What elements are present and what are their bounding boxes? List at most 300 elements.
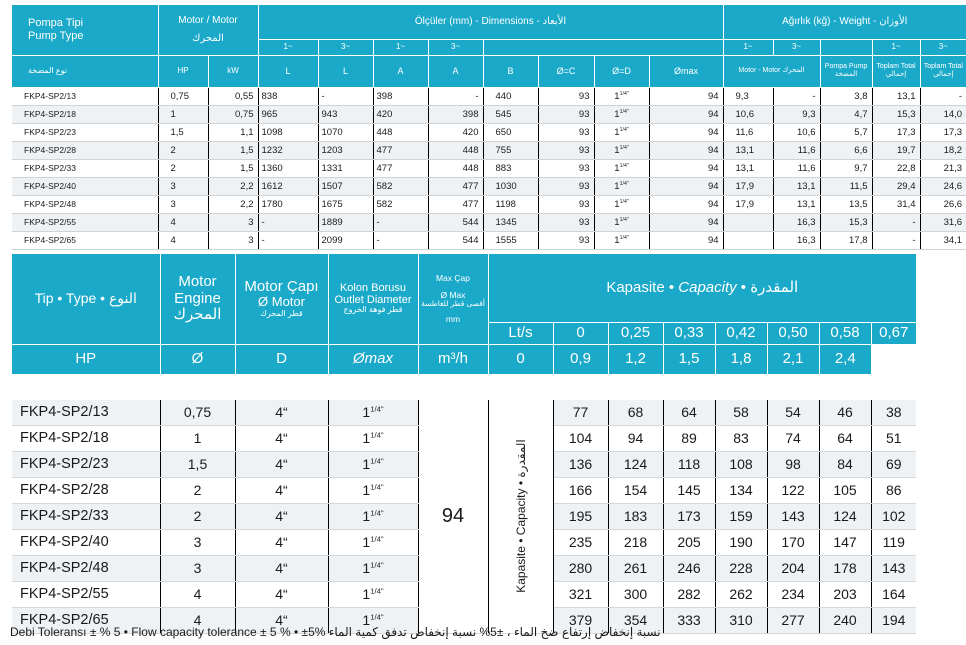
table-cell: 3 bbox=[158, 177, 208, 195]
head-value: 218 bbox=[608, 529, 663, 555]
head-value: 379 bbox=[553, 607, 608, 633]
table-row bbox=[12, 231, 966, 249]
weight-col-header: Motor - Motor المحرك bbox=[723, 55, 820, 87]
table-cell: - bbox=[258, 213, 318, 231]
table-cell: 11,6 bbox=[773, 159, 820, 177]
head-value: 310 bbox=[715, 607, 767, 633]
head-value: 89 bbox=[663, 425, 715, 451]
table-cell: $1^{1/4"}$ bbox=[594, 213, 649, 231]
motor-diameter: 4“ bbox=[235, 451, 328, 477]
dimension-col-header: Ø=D bbox=[594, 55, 649, 87]
head-value: 122 bbox=[767, 477, 819, 503]
table-cell: 93 bbox=[538, 159, 594, 177]
weight-header: Ağırlık (kğ) - Weight - الأوزان bbox=[723, 5, 966, 39]
flow-lts-value: 0,58 bbox=[819, 322, 871, 344]
outlet-unit-d: D bbox=[235, 344, 328, 374]
weight-phase: 1~ bbox=[872, 39, 920, 55]
dimension-col-header: A bbox=[428, 55, 483, 87]
table-cell: 650 bbox=[483, 123, 538, 141]
table-cell: 3 bbox=[208, 231, 258, 249]
table-cell: 582 bbox=[373, 177, 428, 195]
flow-m3h-value: 1,5 bbox=[663, 344, 715, 374]
head-value: 333 bbox=[663, 607, 715, 633]
flow-lts-value: 0 bbox=[553, 322, 608, 344]
pump-model: FKP4-SP2/48 bbox=[12, 195, 158, 213]
table-cell: 1030 bbox=[483, 177, 538, 195]
table-cell: 22,8 bbox=[872, 159, 920, 177]
table-cell: $1^{1/4"}$ bbox=[594, 177, 649, 195]
tolerance-footnote: Debi Toleransı ± % 5 • Flow capacity tolerance ± 5 % • ±5% نسبة إنخفاض إرتفاع ضخ الماء ، ±5% نسبة إنخفاض تدفق كمية الماء bbox=[10, 625, 661, 639]
pump-model: FKP4-SP2/13 bbox=[12, 87, 158, 105]
table-cell: 13,5 bbox=[820, 195, 872, 213]
head-value: 104 bbox=[553, 425, 608, 451]
outlet-diameter: $1^{1/4"}$ bbox=[328, 503, 418, 529]
table-cell: 4 bbox=[158, 231, 208, 249]
table-row bbox=[12, 123, 966, 141]
table-cell bbox=[723, 213, 773, 231]
table-row bbox=[12, 105, 966, 123]
table-cell: 31,4 bbox=[872, 195, 920, 213]
outlet-diameter: $1^{1/4"}$ bbox=[328, 581, 418, 607]
table-cell: 1345 bbox=[483, 213, 538, 231]
table-cell: 93 bbox=[538, 105, 594, 123]
table-cell: 93 bbox=[538, 123, 594, 141]
flow-lts-value: 0,33 bbox=[663, 322, 715, 344]
weight-phase: 3~ bbox=[920, 39, 966, 55]
table-cell: 582 bbox=[373, 195, 428, 213]
table-cell: 477 bbox=[428, 177, 483, 195]
head-value: 64 bbox=[663, 400, 715, 426]
table-cell: 29,4 bbox=[872, 177, 920, 195]
table-cell: 16,3 bbox=[773, 231, 820, 249]
outlet-diameter: $1^{1/4"}$ bbox=[328, 555, 418, 581]
pump-model: FKP4-SP2/65 bbox=[12, 231, 158, 249]
table-cell: 94 bbox=[649, 87, 723, 105]
table-cell: 420 bbox=[428, 123, 483, 141]
table-cell: 93 bbox=[538, 177, 594, 195]
table-cell: 1 bbox=[158, 105, 208, 123]
pump-type-arabic: نوع المضخة bbox=[12, 55, 158, 87]
table-cell: 10,6 bbox=[773, 123, 820, 141]
head-value: 69 bbox=[871, 451, 916, 477]
flow-m3h-value: 0 bbox=[488, 344, 553, 374]
pump-model: FKP4-SP2/28 bbox=[12, 477, 160, 503]
table-cell: 9,7 bbox=[820, 159, 872, 177]
table-cell: 477 bbox=[373, 159, 428, 177]
table-cell: 19,7 bbox=[872, 141, 920, 159]
max-diameter-header: Max Çap Ø Max أقصى قطر للغاطسة mm bbox=[418, 254, 488, 344]
table-cell: 2,2 bbox=[208, 195, 258, 213]
table-cell: 94 bbox=[649, 141, 723, 159]
head-value: 173 bbox=[663, 503, 715, 529]
dimension-col-header: L bbox=[318, 55, 373, 87]
head-value: 38 bbox=[871, 400, 916, 426]
motor-diameter: 4“ bbox=[235, 607, 328, 633]
dim-phase: 3~ bbox=[318, 39, 373, 55]
table-cell: 93 bbox=[538, 195, 594, 213]
pump-type-header: Pompa Tipi Pump Type bbox=[12, 5, 158, 55]
dimensions-header: Ölçüler (mm) - Dimensions - الأبعاد bbox=[258, 5, 723, 39]
head-value: 83 bbox=[715, 425, 767, 451]
dimension-col-header: B bbox=[483, 55, 538, 87]
table-row bbox=[12, 87, 966, 105]
table-cell: 1232 bbox=[258, 141, 318, 159]
head-value: 204 bbox=[767, 555, 819, 581]
table-cell: 94 bbox=[649, 213, 723, 231]
capacity-table bbox=[12, 254, 916, 634]
table-cell: 94 bbox=[649, 231, 723, 249]
table-cell: 13,1 bbox=[723, 141, 773, 159]
pump-model: FKP4-SP2/18 bbox=[12, 425, 160, 451]
head-value: 143 bbox=[767, 503, 819, 529]
outlet-diameter: $1^{1/4"}$ bbox=[328, 607, 418, 633]
table-cell: 398 bbox=[428, 105, 483, 123]
table-cell: 26,6 bbox=[920, 195, 966, 213]
head-value: 51 bbox=[871, 425, 916, 451]
max-unit: Ømax bbox=[328, 344, 418, 374]
table-cell: 16,3 bbox=[773, 213, 820, 231]
motor-hp: 2 bbox=[160, 503, 235, 529]
table-cell: 965 bbox=[258, 105, 318, 123]
head-value: 147 bbox=[819, 529, 871, 555]
outlet-diameter-header: Kolon Borusu Outlet Diameter قطر فوهة الخروج bbox=[328, 254, 418, 344]
max-diameter-value: 94 bbox=[418, 400, 488, 634]
motor-hp: 3 bbox=[160, 529, 235, 555]
head-value: 166 bbox=[553, 477, 608, 503]
motor-unit: HP bbox=[158, 55, 208, 87]
dim-phase-blank bbox=[483, 39, 723, 55]
head-value: 178 bbox=[819, 555, 871, 581]
head-value: 46 bbox=[819, 400, 871, 426]
table-cell: 11,6 bbox=[773, 141, 820, 159]
motor-hp: 3 bbox=[160, 555, 235, 581]
table-cell: 17,3 bbox=[920, 123, 966, 141]
head-value: 159 bbox=[715, 503, 767, 529]
table-cell: 93 bbox=[538, 141, 594, 159]
weight-col-header: Pompa Pump المضخة bbox=[820, 55, 872, 87]
head-value: 261 bbox=[608, 555, 663, 581]
head-value: 102 bbox=[871, 503, 916, 529]
head-value: 183 bbox=[608, 503, 663, 529]
table-cell: 21,3 bbox=[920, 159, 966, 177]
table-row bbox=[12, 195, 966, 213]
table-cell: 17,3 bbox=[872, 123, 920, 141]
table-cell: 448 bbox=[428, 159, 483, 177]
motor-unit: kW bbox=[208, 55, 258, 87]
table-cell: 11,6 bbox=[723, 123, 773, 141]
flow-m3h-value: 1,2 bbox=[608, 344, 663, 374]
table-cell: 838 bbox=[258, 87, 318, 105]
table-cell: 15,3 bbox=[820, 213, 872, 231]
motor-diameter: 4“ bbox=[235, 581, 328, 607]
table-cell: 93 bbox=[538, 87, 594, 105]
weight-phase: 3~ bbox=[773, 39, 820, 55]
table-cell: 4 bbox=[158, 213, 208, 231]
motor-diameter: 4“ bbox=[235, 425, 328, 451]
motor-hp: 0,75 bbox=[160, 400, 235, 426]
head-value: 108 bbox=[715, 451, 767, 477]
table-cell: 93 bbox=[538, 231, 594, 249]
table-cell: 15,3 bbox=[872, 105, 920, 123]
motor-header: Motor / Motor المحرك bbox=[158, 5, 258, 55]
motor-hp: 1 bbox=[160, 425, 235, 451]
table-cell: - bbox=[373, 231, 428, 249]
motor-hp: 4 bbox=[160, 607, 235, 633]
head-value: 240 bbox=[819, 607, 871, 633]
head-value: 143 bbox=[871, 555, 916, 581]
table-row bbox=[12, 177, 966, 195]
weight-col-header: Toplam Total إجمالي bbox=[920, 55, 966, 87]
table-cell: 1331 bbox=[318, 159, 373, 177]
outlet-diameter: $1^{1/4"}$ bbox=[328, 529, 418, 555]
table-cell: 6,6 bbox=[820, 141, 872, 159]
flow-m3h-value: 1,8 bbox=[715, 344, 767, 374]
dim-phase: 1~ bbox=[258, 39, 318, 55]
table-cell: 1,5 bbox=[208, 159, 258, 177]
head-value: 164 bbox=[871, 581, 916, 607]
table-cell: 2099 bbox=[318, 231, 373, 249]
type-header: Tip • Type • النوع bbox=[12, 254, 160, 344]
weight-col-header: Toplam Total إجمالي bbox=[872, 55, 920, 87]
pump-model: FKP4-SP2/28 bbox=[12, 141, 158, 159]
weight-phase: 1~ bbox=[723, 39, 773, 55]
dimension-col-header: Ø=C bbox=[538, 55, 594, 87]
table-row bbox=[12, 213, 966, 231]
table-cell: - bbox=[872, 213, 920, 231]
table-cell: 755 bbox=[483, 141, 538, 159]
pump-model: FKP4-SP2/23 bbox=[12, 123, 158, 141]
table-cell: 1070 bbox=[318, 123, 373, 141]
outlet-diameter: $1^{1/4"}$ bbox=[328, 400, 418, 426]
table-cell: $1^{1/4"}$ bbox=[594, 231, 649, 249]
head-value: 94 bbox=[608, 425, 663, 451]
motor-diameter: 4“ bbox=[235, 400, 328, 426]
head-value: 228 bbox=[715, 555, 767, 581]
head-value: 277 bbox=[767, 607, 819, 633]
table-cell: 0,55 bbox=[208, 87, 258, 105]
table-cell: 13,1 bbox=[723, 159, 773, 177]
motor-hp: 2 bbox=[160, 477, 235, 503]
head-value: 134 bbox=[715, 477, 767, 503]
head-value: 280 bbox=[553, 555, 608, 581]
dim-phase: 1~ bbox=[373, 39, 428, 55]
pump-model: FKP4-SP2/13 bbox=[12, 400, 160, 426]
head-value: 354 bbox=[608, 607, 663, 633]
table-cell: 1889 bbox=[318, 213, 373, 231]
table-cell: 0,75 bbox=[158, 87, 208, 105]
table-cell: - bbox=[373, 213, 428, 231]
motor-hp: 4 bbox=[160, 581, 235, 607]
table-cell: 94 bbox=[649, 159, 723, 177]
table-cell: 1,1 bbox=[208, 123, 258, 141]
m3h-label: m³/h bbox=[418, 344, 488, 374]
head-value: 84 bbox=[819, 451, 871, 477]
hp-unit: HP bbox=[12, 344, 160, 374]
head-value: 68 bbox=[608, 400, 663, 426]
head-value: 234 bbox=[767, 581, 819, 607]
head-value: 205 bbox=[663, 529, 715, 555]
pump-model: FKP4-SP2/33 bbox=[12, 503, 160, 529]
table-cell: 3 bbox=[158, 195, 208, 213]
motor-diameter: 4“ bbox=[235, 555, 328, 581]
table-cell: 13,1 bbox=[773, 195, 820, 213]
table-cell: 1360 bbox=[258, 159, 318, 177]
flow-lts-value: 0,25 bbox=[608, 322, 663, 344]
pump-model: FKP4-SP2/40 bbox=[12, 529, 160, 555]
table-cell: 9,3 bbox=[773, 105, 820, 123]
table-cell: 544 bbox=[428, 231, 483, 249]
table-cell: 545 bbox=[483, 105, 538, 123]
head-value: 77 bbox=[553, 400, 608, 426]
table-cell: - bbox=[872, 231, 920, 249]
table-cell: 1198 bbox=[483, 195, 538, 213]
table-cell: 1,5 bbox=[208, 141, 258, 159]
outlet-diameter: $1^{1/4"}$ bbox=[328, 477, 418, 503]
motor-diameter: 4“ bbox=[235, 503, 328, 529]
pump-model: FKP4-SP2/40 bbox=[12, 177, 158, 195]
motor-diameter-header: Motor Çapı Ø Motor قطر المحرك bbox=[235, 254, 328, 344]
table-cell: 94 bbox=[649, 123, 723, 141]
motor-hp: 1,5 bbox=[160, 451, 235, 477]
head-value: 235 bbox=[553, 529, 608, 555]
head-value: 124 bbox=[608, 451, 663, 477]
table-row bbox=[12, 400, 916, 426]
capacity-vertical-label bbox=[488, 400, 553, 634]
pump-model: FKP4-SP2/65 bbox=[12, 607, 160, 633]
table-cell: $1^{1/4"}$ bbox=[594, 141, 649, 159]
head-value: 98 bbox=[767, 451, 819, 477]
table-cell: $1^{1/4"}$ bbox=[594, 195, 649, 213]
table-cell: 94 bbox=[649, 105, 723, 123]
head-value: 195 bbox=[553, 503, 608, 529]
table-cell: 477 bbox=[428, 195, 483, 213]
table-cell: 24,6 bbox=[920, 177, 966, 195]
head-value: 321 bbox=[553, 581, 608, 607]
table-cell: 93 bbox=[538, 213, 594, 231]
table-cell: $1^{1/4"}$ bbox=[594, 87, 649, 105]
table-cell: 943 bbox=[318, 105, 373, 123]
table-cell: 17,8 bbox=[820, 231, 872, 249]
table-cell: 3,8 bbox=[820, 87, 872, 105]
table-cell: 2 bbox=[158, 159, 208, 177]
dimension-col-header: A bbox=[373, 55, 428, 87]
head-value: 262 bbox=[715, 581, 767, 607]
table-cell: 10,6 bbox=[723, 105, 773, 123]
table-cell: 9,3 bbox=[723, 87, 773, 105]
capacity-vertical-text: Kapasite • Capacity • المقدرة bbox=[513, 439, 528, 593]
head-value: 58 bbox=[715, 400, 767, 426]
pump-model: FKP4-SP2/33 bbox=[12, 159, 158, 177]
dimension-col-header: Ømax bbox=[649, 55, 723, 87]
table-cell: 420 bbox=[373, 105, 428, 123]
flow-lts-value: 0,50 bbox=[767, 322, 819, 344]
motor-unit-o: Ø bbox=[160, 344, 235, 374]
outlet-diameter: $1^{1/4"}$ bbox=[328, 425, 418, 451]
table-cell: 17,9 bbox=[723, 195, 773, 213]
table-cell: 94 bbox=[649, 195, 723, 213]
table-cell: 18,2 bbox=[920, 141, 966, 159]
table-cell: 1,5 bbox=[158, 123, 208, 141]
pump-model: FKP4-SP2/23 bbox=[12, 451, 160, 477]
table-row bbox=[12, 141, 966, 159]
head-value: 136 bbox=[553, 451, 608, 477]
head-value: 194 bbox=[871, 607, 916, 633]
table-cell: - bbox=[773, 87, 820, 105]
table-cell: 1507 bbox=[318, 177, 373, 195]
motor-engine-header: Motor Engine المحرك bbox=[160, 254, 235, 344]
table-row bbox=[12, 159, 966, 177]
table-cell: 31,6 bbox=[920, 213, 966, 231]
table-cell: 0,75 bbox=[208, 105, 258, 123]
table-cell: 1612 bbox=[258, 177, 318, 195]
table-cell: - bbox=[318, 87, 373, 105]
table-cell: 4,7 bbox=[820, 105, 872, 123]
head-value: 282 bbox=[663, 581, 715, 607]
head-value: 74 bbox=[767, 425, 819, 451]
lts-label: Lt/s bbox=[488, 322, 553, 344]
table-cell: 5,7 bbox=[820, 123, 872, 141]
head-value: 190 bbox=[715, 529, 767, 555]
head-value: 105 bbox=[819, 477, 871, 503]
flow-m3h-value: 2,1 bbox=[767, 344, 819, 374]
motor-diameter: 4“ bbox=[235, 529, 328, 555]
table-cell: 1098 bbox=[258, 123, 318, 141]
flow-lts-value: 0,42 bbox=[715, 322, 767, 344]
head-value: 145 bbox=[663, 477, 715, 503]
table-cell: 448 bbox=[373, 123, 428, 141]
dimension-col-header: L bbox=[258, 55, 318, 87]
head-value: 246 bbox=[663, 555, 715, 581]
table-cell: - bbox=[428, 87, 483, 105]
capacity-header: Kapasite • Capacity • المقدرة bbox=[488, 254, 916, 322]
table-cell: 448 bbox=[428, 141, 483, 159]
table-cell: 17,9 bbox=[723, 177, 773, 195]
table-cell: 398 bbox=[373, 87, 428, 105]
pump-model: FKP4-SP2/18 bbox=[12, 105, 158, 123]
table-cell: 1675 bbox=[318, 195, 373, 213]
head-value: 54 bbox=[767, 400, 819, 426]
dimensions-weight-table bbox=[12, 5, 966, 250]
head-value: 124 bbox=[819, 503, 871, 529]
table-cell: $1^{1/4"}$ bbox=[594, 105, 649, 123]
flow-lts-value: 0,67 bbox=[871, 322, 916, 344]
dim-phase: 3~ bbox=[428, 39, 483, 55]
table-cell: 544 bbox=[428, 213, 483, 231]
table-cell: 440 bbox=[483, 87, 538, 105]
motor-diameter: 4“ bbox=[235, 477, 328, 503]
head-value: 203 bbox=[819, 581, 871, 607]
table-cell: 13,1 bbox=[872, 87, 920, 105]
table-cell: 34,1 bbox=[920, 231, 966, 249]
pump-model: FKP4-SP2/55 bbox=[12, 581, 160, 607]
outlet-diameter: $1^{1/4"}$ bbox=[328, 451, 418, 477]
table-cell: 13,1 bbox=[773, 177, 820, 195]
table-cell: - bbox=[920, 87, 966, 105]
table-cell: 1203 bbox=[318, 141, 373, 159]
table-cell: $1^{1/4"}$ bbox=[594, 123, 649, 141]
weight-phase-blank bbox=[820, 39, 872, 55]
table-cell: 2 bbox=[158, 141, 208, 159]
head-value: 300 bbox=[608, 581, 663, 607]
spacer-row bbox=[12, 374, 916, 400]
table-cell: 1555 bbox=[483, 231, 538, 249]
head-value: 119 bbox=[871, 529, 916, 555]
table-cell: 14,0 bbox=[920, 105, 966, 123]
table-cell: 2,2 bbox=[208, 177, 258, 195]
head-value: 170 bbox=[767, 529, 819, 555]
table-cell: 11,5 bbox=[820, 177, 872, 195]
table-cell: 883 bbox=[483, 159, 538, 177]
